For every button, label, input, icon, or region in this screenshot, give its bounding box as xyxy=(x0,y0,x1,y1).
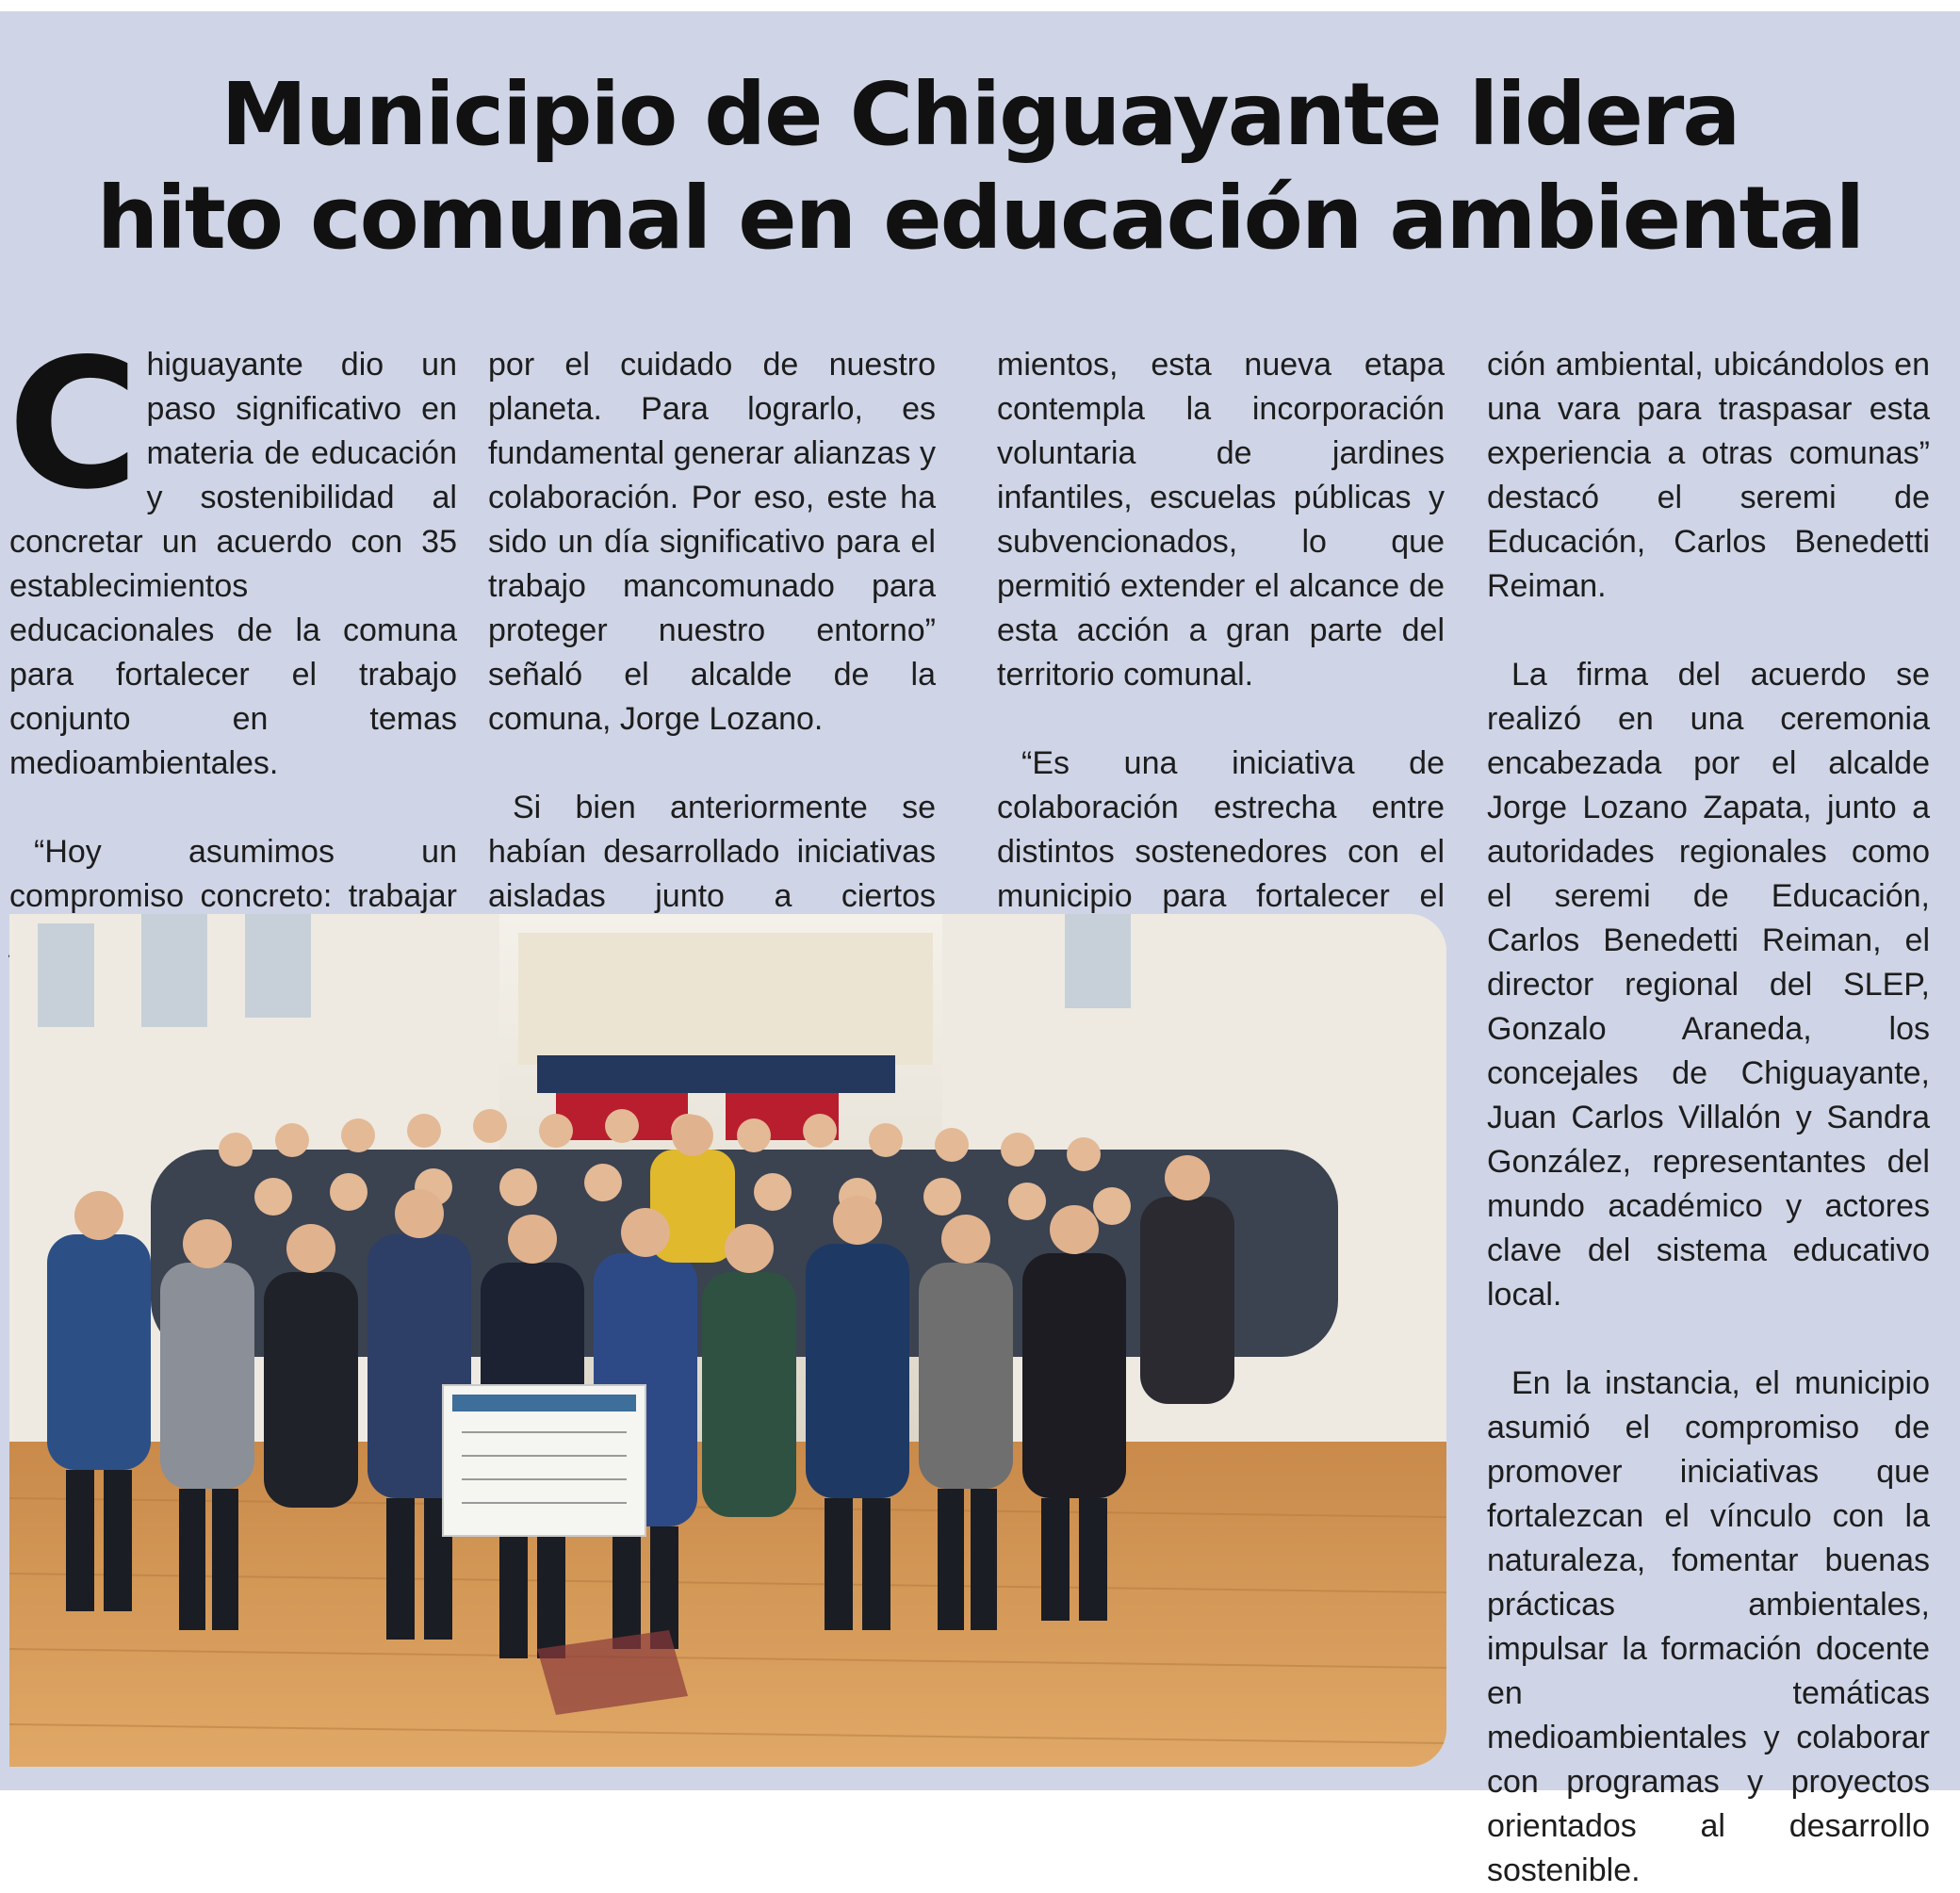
headline-line-1: Municipio de Chiguayante lidera xyxy=(220,64,1740,165)
paragraph: mientos, esta nueva etapa contempla la incorporación voluntaria de jardines infantiles, escuelas públicas y subvencionados, lo que permitió extender el alcance de esta acción a gran parte del territorio comunal. xyxy=(997,347,1445,693)
paragraph: La firma del acuerdo se realizó en una ceremonia encabezada por el alcalde Jorge Lozano Zapata, junto a autoridades regionales como el seremi de Educación, Carlos Benedetti Reiman, el director regional del SLEP, Gonzalo Araneda, los concejales de Chiguayante, Juan Carlos Villalón y Sandra González, representantes del mundo académico y actores clave del sistema educativo local. xyxy=(1487,657,1930,1313)
paragraph: por el cuidado de nuestro planeta. Para lograrlo, es fundamental generar alianzas y colaboración. Por eso, este ha sido un día significativo para el trabajo mancomunado para proteger nuestro entorno” señaló el alcalde de la comuna, Jorge Lozano. xyxy=(488,347,936,737)
drop-cap: C xyxy=(8,320,139,529)
text-column-3 xyxy=(997,343,1445,963)
paragraph: Si bien anteriormente se habían desarrollado iniciativas aisladas junto a ciertos xyxy=(488,790,936,914)
paragraph-text: higuayante dio un paso significativo en materia de educación y sostenibilidad al concretar un acuerdo con 35 establecimientos educacionales de la comuna para fortalecer el trabajo conjunto en temas medioambientales. xyxy=(9,347,457,781)
paragraph xyxy=(8,320,457,786)
paragraph: ción ambiental, ubicándolos en una vara para traspasar esta experiencia a otras comunas” destacó el seremi de Educación, Carlos Benedetti Reiman. xyxy=(1487,347,1930,604)
paragraph: “Es una iniciativa de colaboración estrecha entre distintos sostenedores con el municipio para fortalecer el xyxy=(997,745,1445,914)
text-column-4 xyxy=(1487,343,1930,1893)
headline-line-2: hito comunal en educación ambiental xyxy=(96,168,1864,269)
article-panel xyxy=(0,11,1960,1888)
text-column-2 xyxy=(488,343,936,963)
text-column-1 xyxy=(8,320,457,963)
paragraph: En la instancia, el municipio asumió el compromiso de promover iniciativas que fortalezcan el vínculo con la naturaleza, fomentar buenas prácticas ambientales, impulsar la formación docente en temáticas medioambientales y colaborar con programas y proyectos orientados al desarrollo sostenible. xyxy=(1487,1365,1930,1888)
group-photo xyxy=(9,914,1446,1767)
headline xyxy=(0,63,1960,270)
paragraph: “Hoy asumimos un compromiso concreto: trabajar xyxy=(9,834,457,914)
